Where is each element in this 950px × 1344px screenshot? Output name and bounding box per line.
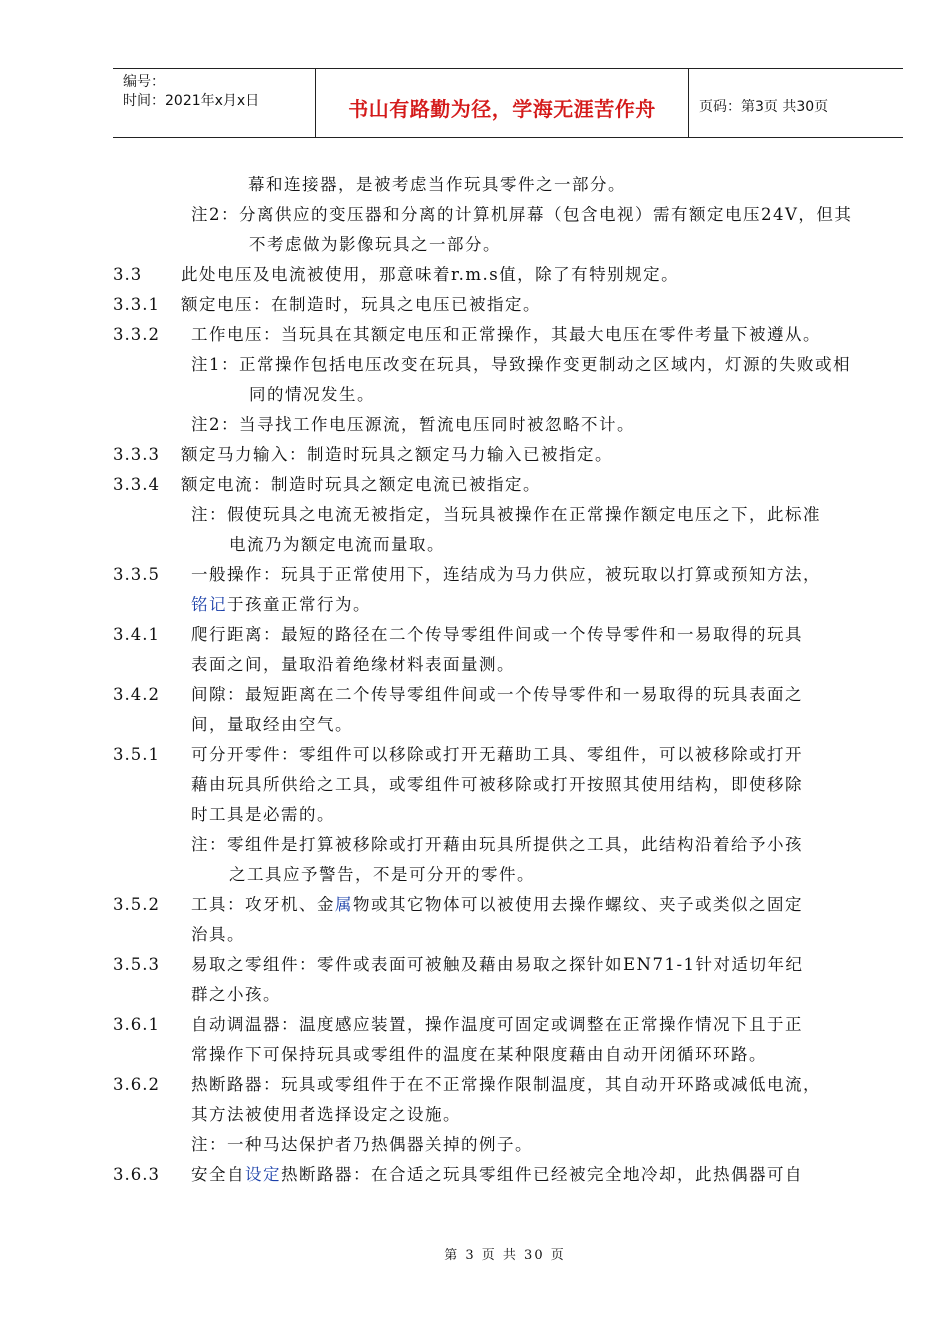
- document-body: [113, 170, 905, 1190]
- clause-text: 爬行距离：最短的路径在二个传导零组件间或一个传导零件和一易取得的玩具 表面之间，量取沿着绝缘材料表面量测。: [191, 625, 803, 674]
- clause-3-3-1: [113, 290, 905, 320]
- keyword-link[interactable]: 设定: [245, 1165, 281, 1184]
- clause-number: 3.4.2: [113, 685, 160, 704]
- clause-text: 此处电压及电流被使用，那意味着r.m.s值，除了有特别规定。: [181, 265, 680, 284]
- clause-text: 可分开零件：零组件可以移除或打开无藉助工具、零组件，可以被移除或打开 藉由玩具所供给之工具，或零组件可被移除或打开按照其使用结构，即使移除 时工具是必需的。: [191, 745, 803, 824]
- header-page-cell: [689, 69, 903, 137]
- clause-3-3-3: [113, 440, 905, 470]
- clause-3-5-1: [113, 740, 905, 830]
- serial-label: 编号：: [123, 74, 165, 90]
- clause-number: 3.3.1: [113, 295, 160, 314]
- header-page-label: 页码：第3页 共30页: [699, 99, 829, 115]
- clause-3-5-3: [113, 950, 905, 1010]
- clause-3-6-2: [113, 1070, 905, 1130]
- clause-3-3: [113, 260, 905, 290]
- keyword-link[interactable]: 铭记: [191, 595, 227, 614]
- clause-text: 一般操作：玩具于正常使用下，连结成为马力供应，被玩取以打算或预知方法， 铭记于孩童正常行为。: [191, 565, 821, 614]
- header-motto-cell: [315, 69, 689, 137]
- clause-3-3-4: [113, 470, 905, 500]
- clause-3-4-2: [113, 680, 905, 740]
- clause-text: 易取之零组件：零件或表面可被触及藉由易取之探针如EN71-1针对适切年纪 群之小孩。: [191, 955, 804, 1004]
- clause-text: 额定电流：制造时玩具之额定电流已被指定。: [181, 475, 541, 494]
- note-separable-parts: 注：零组件是打算被移除或打开藉由玩具所提供之工具，此结构沿着给予小孩 之工具应予警告，不是可分开的零件。: [191, 835, 803, 884]
- clause-3-3-2: [113, 320, 905, 350]
- clause-number: 3.3.5: [113, 565, 160, 584]
- note-motor-protector: 注：一种马达保护者乃热偶器关掉的例子。: [191, 1135, 533, 1154]
- header-motto: 书山有路勤为径，学海无涯苦作舟: [348, 97, 656, 121]
- clause-number: 3.3: [113, 265, 143, 284]
- continued-line: 幕和连接器，是被考虑当作玩具零件之一部分。: [248, 175, 626, 194]
- clause-number: 3.3.2: [113, 325, 160, 344]
- clause-3-4-1: [113, 620, 905, 680]
- note-rated-current: 注：假使玩具之电流无被指定，当玩具被操作在正常操作额定电压之下，此标准 电流乃为额定电流而量取。: [191, 505, 821, 554]
- clause-number: 3.5.1: [113, 745, 160, 764]
- clause-text: 热断路器：玩具或零组件于在不正常操作限制温度，其自动开环路或减低电流， 其方法被使用者选择设定之设施。: [191, 1075, 821, 1124]
- clause-number: 3.6.2: [113, 1075, 160, 1094]
- clause-text: 安全自设定热断路器：在合适之玩具零组件已经被完全地冷却，此热偶器可自: [191, 1165, 803, 1184]
- page-footer: 第 3 页 共 30 页: [444, 1248, 566, 1263]
- clause-text: 额定电压：在制造时，玩具之电压已被指定。: [181, 295, 541, 314]
- clause-3-3-5: [113, 560, 905, 620]
- clause-number: 3.3.3: [113, 445, 160, 464]
- clause-number: 3.3.4: [113, 475, 160, 494]
- time-label: 时间：2021年x月x日: [123, 93, 260, 109]
- keyword-link[interactable]: 属: [335, 895, 353, 914]
- clause-text: 自动调温器：温度感应装置，操作温度可固定或调整在正常操作情况下且于正 常操作下可保持玩具或零组件的温度在某种限度藉由自动开闭循环环路。: [191, 1015, 803, 1064]
- clause-text: 额定马力输入：制造时玩具之额定马力输入已被指定。: [181, 445, 613, 464]
- document-header: [113, 68, 903, 138]
- clause-number: 3.5.2: [113, 895, 160, 914]
- note-transformer: 注2：分离供应的变压器和分离的计算机屏幕（包含电视）需有额定电压24V，但其 不考虑做为影像玩具之一部分。: [191, 205, 853, 254]
- clause-text: 间隙：最短距离在二个传导零组件间或一个传导零件和一易取得的玩具表面之 间，量取经由空气。: [191, 685, 803, 734]
- clause-3-5-2: [113, 890, 905, 950]
- clause-number: 3.6.1: [113, 1015, 160, 1034]
- clause-number: 3.6.3: [113, 1165, 160, 1184]
- note-normal-operation: 注1：正常操作包括电压改变在玩具，导致操作变更制动之区域内，灯源的失败或相 同的情况发生。: [191, 355, 851, 404]
- header-meta: [113, 69, 315, 137]
- note-working-voltage: 注2：当寻找工作电压源流，暂流电压同时被忽略不计。: [191, 415, 635, 434]
- clause-3-6-3: [113, 1160, 905, 1190]
- clause-text: 工作电压：当玩具在其额定电压和正常操作，其最大电压在零件考量下被遵从。: [191, 325, 821, 344]
- clause-text: 工具：攻牙机、金属物或其它物体可以被使用去操作螺纹、夹子或类似之固定 治具。: [191, 895, 803, 944]
- clause-number: 3.5.3: [113, 955, 160, 974]
- clause-3-6-1: [113, 1010, 905, 1070]
- clause-number: 3.4.1: [113, 625, 160, 644]
